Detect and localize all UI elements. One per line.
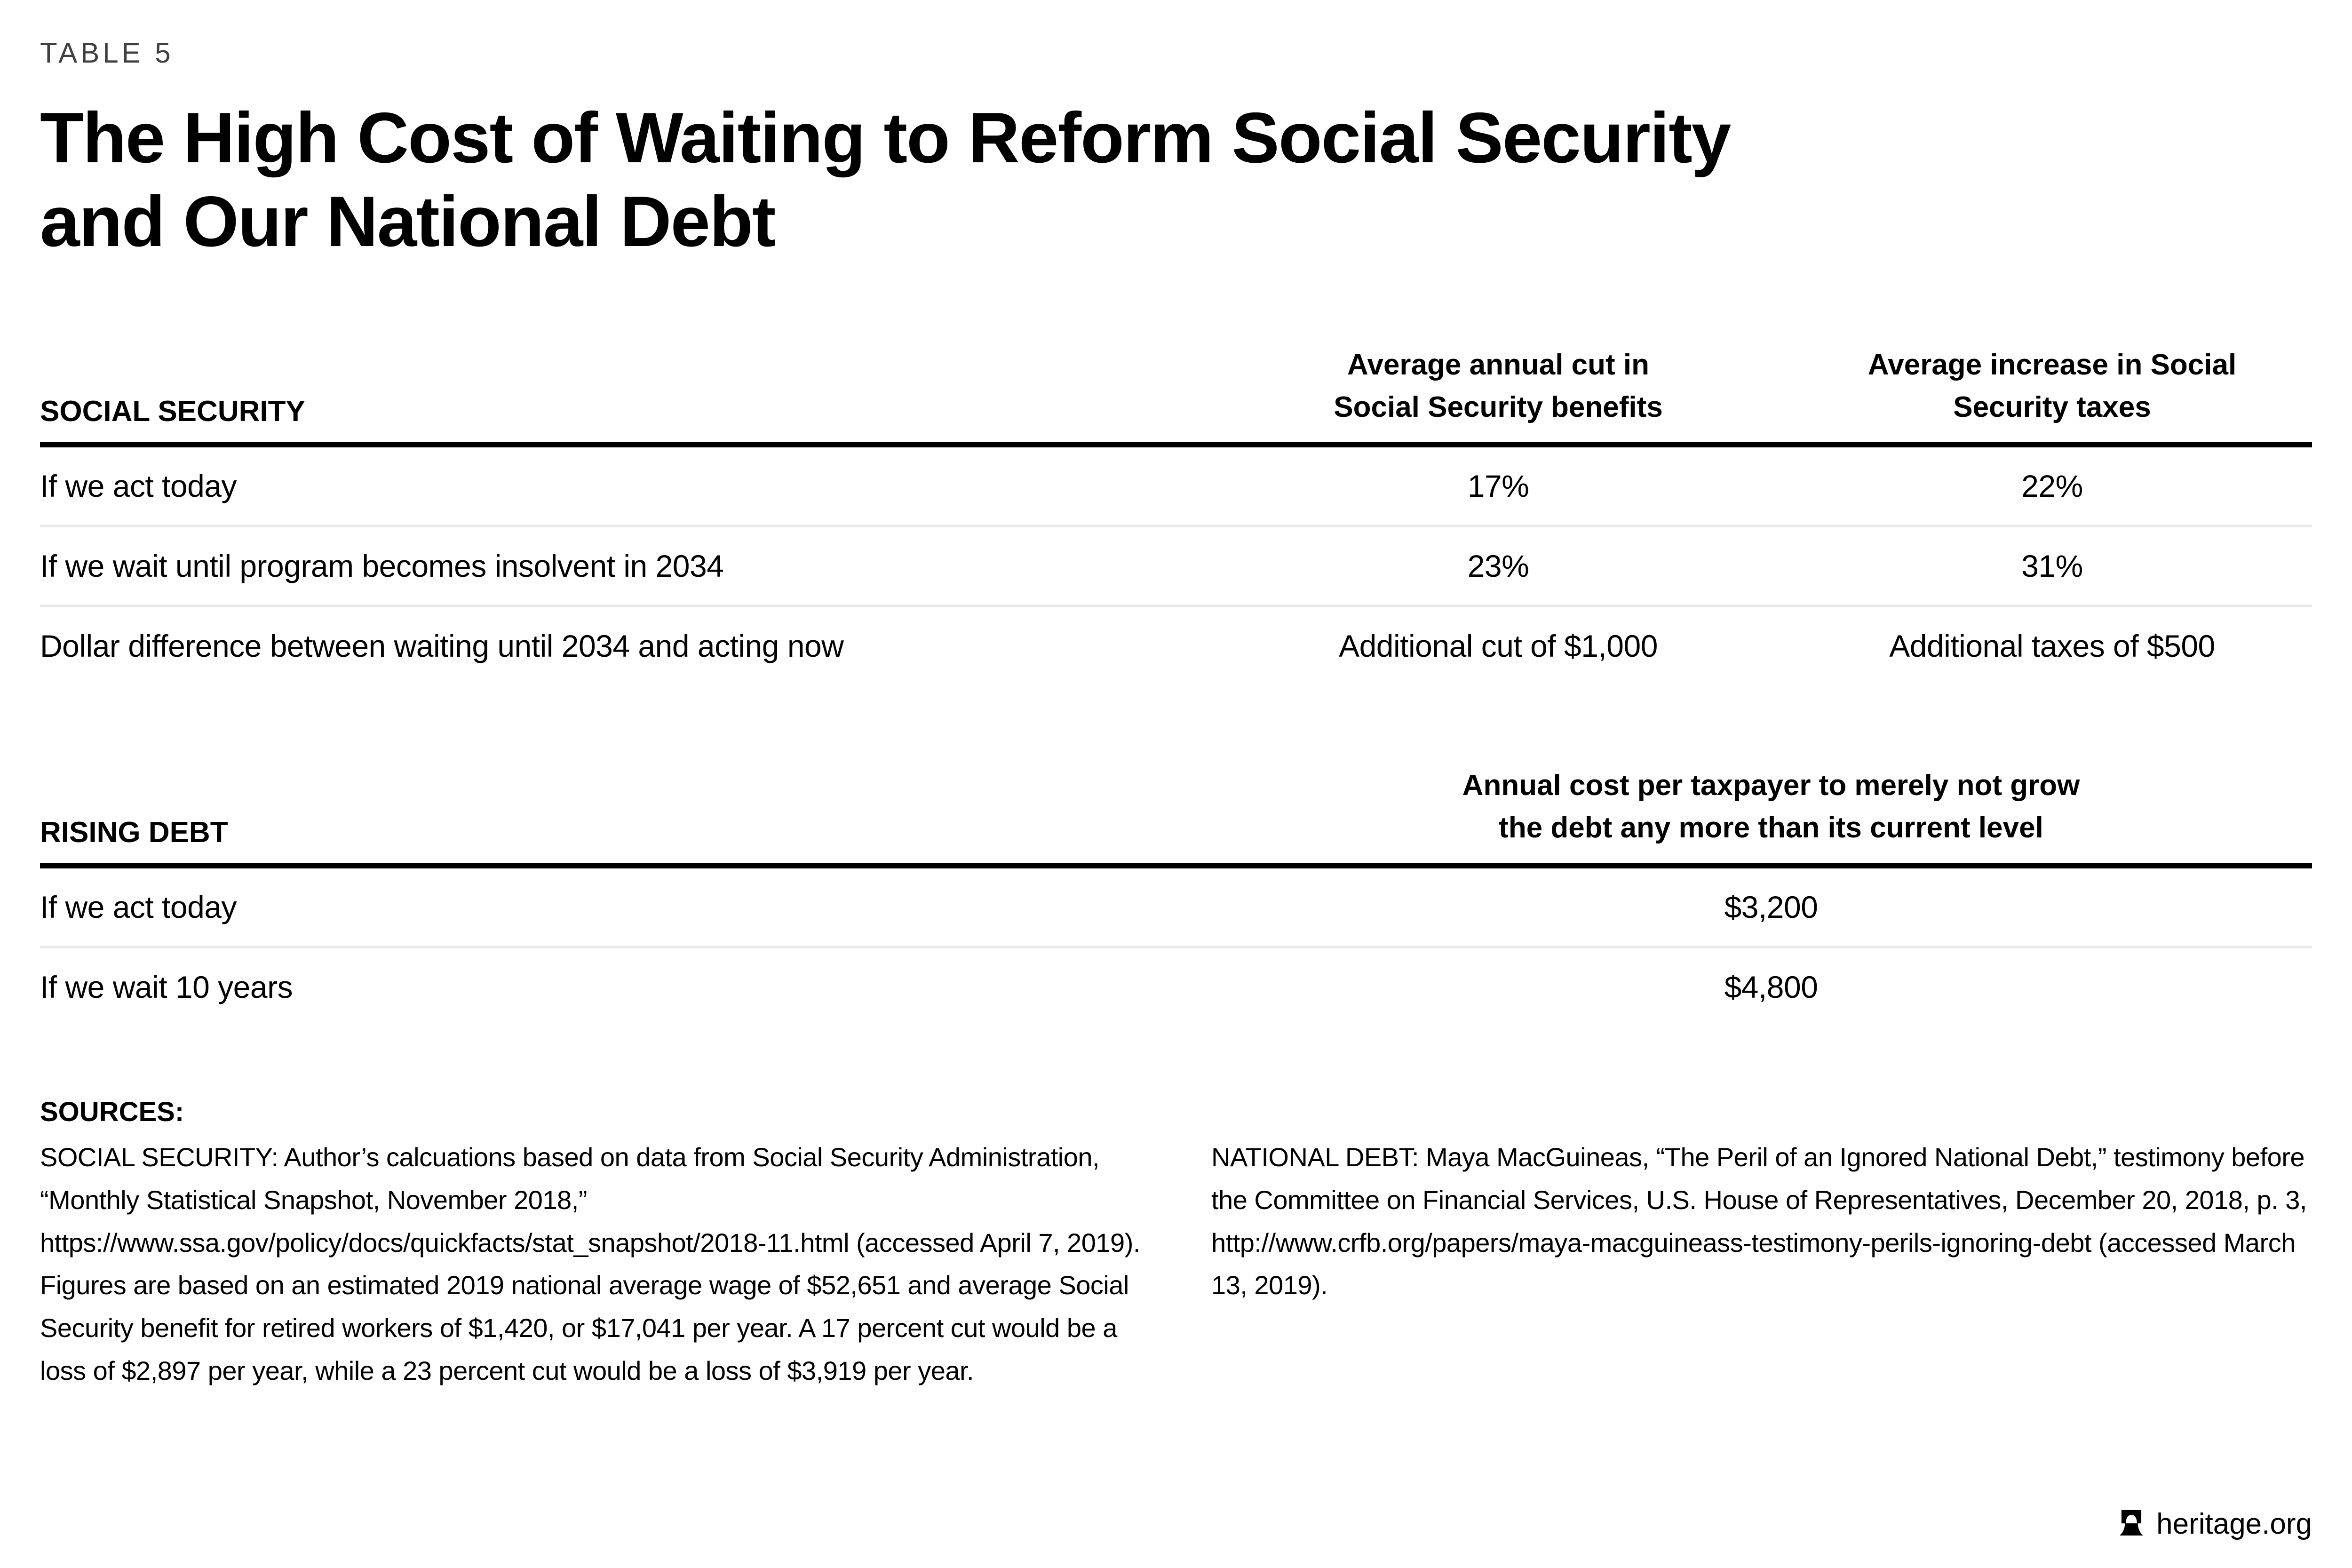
- rising-debt-table: [40, 764, 2312, 1026]
- table2-col-header-line2: the debt any more than its current level: [1499, 812, 2043, 844]
- page-title-line1: The High Cost of Waiting to Reform Social Security: [40, 98, 1731, 178]
- table-row: [40, 527, 2312, 607]
- tax-increase-value: Additional taxes of $500: [1889, 629, 2215, 664]
- table-row: [40, 447, 2312, 527]
- table1-col-header-tax-increase-line2: Security taxes: [1953, 390, 2151, 423]
- row-label: If we wait until program becomes insolvent in 2034: [40, 549, 724, 584]
- sources-right-text: NATIONAL DEBT: Maya MacGuineas, “The Peril of an Ignored National Debt,” testimony before the Committee on Financial Services, U.S. House of Representatives, December 20, 2018, p. 3, http://www.crfb.org/papers/maya-macguineass-testimony-perils-ignoring-debt (accessed March 13, 2019).: [1211, 1142, 2307, 1300]
- social-security-table-header: [40, 344, 2312, 448]
- row-label: If we act today: [40, 890, 237, 925]
- sources-heading: SOURCES:: [40, 1097, 184, 1128]
- table1-col-header-tax-increase-line1: Average increase in Social: [1867, 348, 2237, 381]
- social-security-table: [40, 344, 2312, 685]
- tax-increase-value: 31%: [2021, 549, 2083, 584]
- row-label: If we wait 10 years: [40, 970, 293, 1005]
- liberty-bell-icon: [2116, 1509, 2147, 1540]
- row-label: If we act today: [40, 469, 237, 504]
- sources-columns: [40, 1136, 2312, 1392]
- cost-value: $4,800: [1724, 970, 1818, 1005]
- heritage-logo: [2116, 1507, 2312, 1541]
- page-title-line2: and Our National Debt: [40, 181, 775, 262]
- table2-col-header: [1230, 764, 2312, 849]
- sources-section: [40, 1096, 2312, 1392]
- page-title: [40, 96, 1780, 264]
- row-label: Dollar difference between waiting until 2034 and acting now: [40, 629, 844, 664]
- table1-col-header-tax-increase: [1792, 344, 2312, 429]
- benefit-cut-value: 23%: [1467, 549, 1529, 584]
- table2-label: RISING DEBT: [40, 816, 228, 849]
- table1-col-header-benefit-cut-line1: Average annual cut in: [1347, 348, 1649, 381]
- table1-col-header-benefit-cut-line2: Social Security benefits: [1334, 390, 1663, 423]
- rising-debt-table-header: [40, 764, 2312, 868]
- benefit-cut-value: Additional cut of $1,000: [1339, 629, 1658, 664]
- table1-label: SOCIAL SECURITY: [40, 395, 305, 428]
- table2-col-header-line1: Annual cost per taxpayer to merely not grow: [1462, 769, 2080, 802]
- tax-increase-value: 22%: [2021, 469, 2083, 504]
- table1-col-header-benefit-cut: [1204, 344, 1792, 429]
- sources-left-text: SOCIAL SECURITY: Author’s calcuations based on data from Social Security Administration, “Monthly Statistical Snapshot, November 2018,” https://www.ssa.gov/policy/docs/quickfacts/stat_snapshot/2018-11.html (accessed April 7, 2019). Figures are based on an estimated 2019 national average wage of $52,651 and average Social Security benefit for retired workers of $1,420, or $17,041 per year. A 17 percent cut would be a loss of $2,897 per year, while a 23 percent cut would be a loss of $3,919 per year.: [40, 1142, 1140, 1385]
- cost-value: $3,200: [1724, 890, 1818, 925]
- table-row: [40, 868, 2312, 948]
- table-row: [40, 607, 2312, 685]
- table-kicker: TABLE 5: [40, 37, 174, 69]
- benefit-cut-value: 17%: [1467, 469, 1529, 504]
- table-row: [40, 948, 2312, 1026]
- heritage-org-label: heritage.org: [2156, 1508, 2312, 1540]
